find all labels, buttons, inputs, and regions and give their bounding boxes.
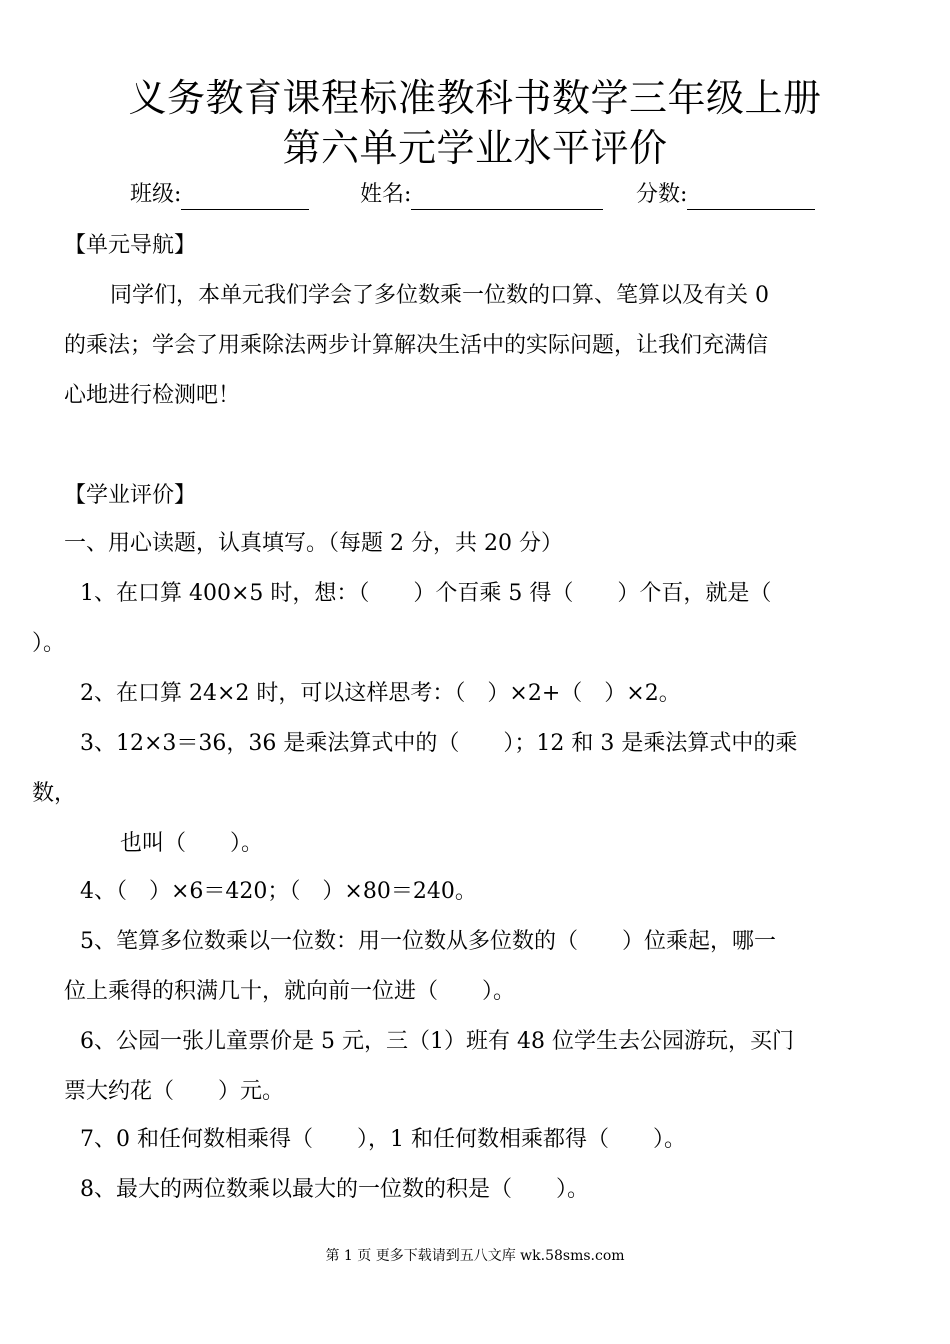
name-blank[interactable]	[411, 185, 603, 210]
question-3-line1: 3、12×3＝36，36 是乘法算式中的（ ）；12 和 3 是乘法算式中的乘	[80, 731, 798, 756]
eval-heading: 【学业评价】	[64, 483, 197, 508]
class-label: 班级:	[130, 182, 182, 207]
score-field	[636, 180, 815, 210]
question-5-line2: 位上乘得的积满几十，就向前一位进（ ）。	[64, 979, 516, 1004]
name-label: 姓名:	[360, 182, 412, 207]
unit-nav-heading: 【单元导航】	[64, 233, 197, 258]
question-6-line1: 6、公园一张儿童票价是 5 元，三（1）班有 48 位学生去公园游玩，买门	[80, 1029, 794, 1054]
question-8: 8、最大的两位数乘以最大的一位数的积是（ ）。	[80, 1177, 589, 1202]
question-1-line1: 1、在口算 400×5 时，想：（ ）个百乘 5 得（ ）个百，就是（	[80, 581, 772, 606]
question-2: 2、在口算 24×2 时，可以这样思考：（ ）×2+（ ）×2。	[80, 681, 681, 706]
unit-nav-text-line3: 心地进行检测吧！	[64, 383, 241, 408]
score-blank[interactable]	[687, 185, 815, 210]
page-footer: 第 1 页 更多下载请到五八文库 wk.58sms.com	[325, 1248, 625, 1264]
unit-nav-text-line2: 的乘法；学会了用乘除法两步计算解决生活中的实际问题，让我们充满信	[64, 333, 769, 358]
name-field	[360, 180, 603, 210]
section-one-heading: 一、用心读题，认真填写。（每题 2 分，共 20 分）	[64, 531, 563, 556]
question-6-line2: 票大约花（ ）元。	[64, 1079, 285, 1104]
doc-title-line2: 第六单元学业水平评价	[282, 126, 668, 170]
question-3-line2: 数，	[32, 781, 77, 806]
question-3-line3: 也叫（ ）。	[120, 831, 264, 856]
question-4: 4、（ ）×6＝420；（ ）×80＝240。	[80, 879, 477, 904]
question-7: 7、0 和任何数相乘得（ ），1 和任何数相乘都得（ ）。	[80, 1127, 686, 1152]
question-5-line1: 5、笔算多位数乘以一位数：用一位数从多位数的（ ）位乘起，哪一	[80, 929, 776, 954]
unit-nav-text-line1: 同学们，本单元我们学会了多位数乘一位数的口算、笔算以及有关 0	[110, 283, 769, 308]
score-label: 分数:	[636, 182, 688, 207]
class-field	[130, 180, 309, 210]
class-blank[interactable]	[181, 185, 309, 210]
question-1-line2: ）。	[32, 631, 66, 656]
doc-title-line1: 义务教育课程标准教科书数学三年级上册	[128, 76, 822, 120]
